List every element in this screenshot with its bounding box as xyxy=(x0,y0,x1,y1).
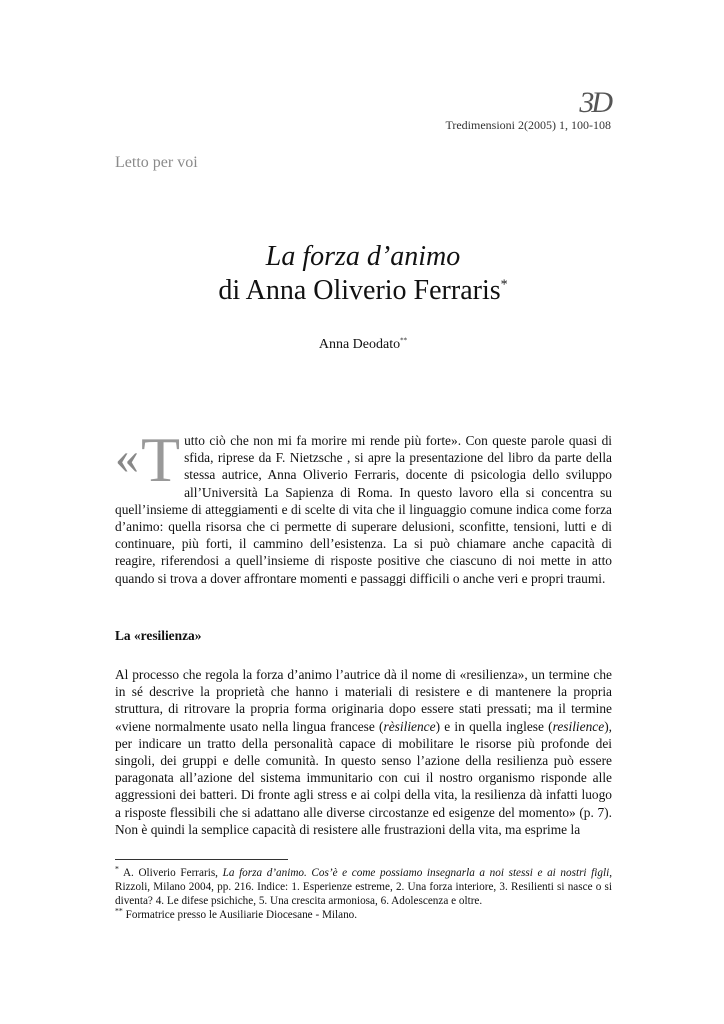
journal-reference: Tredimensioni 2(2005) 1, 100-108 xyxy=(445,118,611,132)
title-footnote-mark: * xyxy=(500,277,508,293)
drop-cap-quote: « xyxy=(115,431,139,484)
footnote-1-mark: * xyxy=(115,864,119,874)
resilience-paragraph xyxy=(115,666,612,838)
title-main: La forza d’animo xyxy=(265,241,461,272)
title-sub xyxy=(115,274,611,308)
drop-cap-letter: T xyxy=(141,424,181,495)
footnotes xyxy=(115,866,612,922)
article-title xyxy=(115,240,611,308)
footnote-2 xyxy=(115,908,612,922)
para2-part3: ), per indicare un tratto della personalità capace di mobilitare le risorse più profonde dei singoli, dei gruppi e delle comunità. In questo senso l’azione della resilienza può essere paragonata all’azione del sistema immunitario con cui il nostro organismo risponde alle aggressioni dei batteri. Di fronte agli stress e ai colpi della vita, la resilienza dà infatti luogo a risposte flessibili che si adattano alle diverse circostanze ed esigenze del momento» (p. 7). Non è quindi la semplice capacità di resistere alle frustrazioni della vita, ma esprime la xyxy=(115,718,612,837)
footnote-2-text: Formatrice presso le Ausiliarie Diocesane - Milano. xyxy=(122,909,358,921)
author-footnote-mark: ** xyxy=(400,336,408,345)
footnote-2-mark: ** xyxy=(115,906,123,916)
title-sub-text: di Anna Oliverio Ferraris xyxy=(218,275,501,306)
author-name: Anna Deodato xyxy=(318,337,401,352)
para2-part1: Al processo che regola la forza d’animo l’autrice dà il nome di «resilienza», un termine che in sé descrive la proprietà che hanno i materiali di resistere e di mantenere la propria struttura, di ritrovare la propria forma originaria dopo essere stati pressati; ma il termine «viene normalmente usato nella lingua francese ( xyxy=(115,667,612,734)
footnote-divider xyxy=(115,859,288,860)
footnote-1-post: , Rizzoli, Milano 2004, pp. 216. Indice: 1. Esperienze estreme, 2. Una forza interiore, 3. Resilienti si nasce o si diventa? 4. Le difese psichiche, 5. Una crescita armoniosa, 6. Adolescenza e oltre. xyxy=(115,867,612,907)
footnote-1-pre: A. Oliverio Ferraris, xyxy=(118,867,223,879)
footnote-1 xyxy=(115,866,612,908)
section-label: Letto per voi xyxy=(115,154,198,171)
para2-part2: ) e in quella inglese ( xyxy=(435,718,553,734)
footnote-1-book-title: La forza d’animo. Cos’è e come possiamo insegnarla a noi stessi e ai nostri figli xyxy=(222,867,610,879)
author-line xyxy=(115,337,611,353)
intro-paragraph xyxy=(115,424,612,587)
journal-logo: 3D xyxy=(579,86,610,119)
para2-italic-french: rèsilience xyxy=(383,718,436,734)
para2-italic-english: resilience xyxy=(552,718,605,734)
drop-cap xyxy=(115,424,181,495)
intro-text: utto ciò che non mi fa morire mi rende più forte». Con queste parole quasi di sfida, riprese da F. Nietzsche , si apre la presentazione del libro da parte della stessa autrice, Anna Oliverio Ferraris, docente di psicologia dello sviluppo all’Università La Sapienza di Roma. In questo lavoro ella si concentra su quell’insieme di atteggiamenti e di scelte di vita che il linguaggio comune indica come forza d’animo: quella risorsa che ci permette di superare delusioni, sconfitte, tensioni, lutti e di continuare, più forti, il cammino dell’esistenza. La si può chiamare anche capacità di reagire, riferendosi a quell’insieme di risposte positive che ciascuno di noi mette in atto quando si trova a dover affrontare momenti e passaggi difficili o anche veri e propri traumi. xyxy=(115,433,612,586)
section-heading: La «resilienza» xyxy=(115,628,202,643)
